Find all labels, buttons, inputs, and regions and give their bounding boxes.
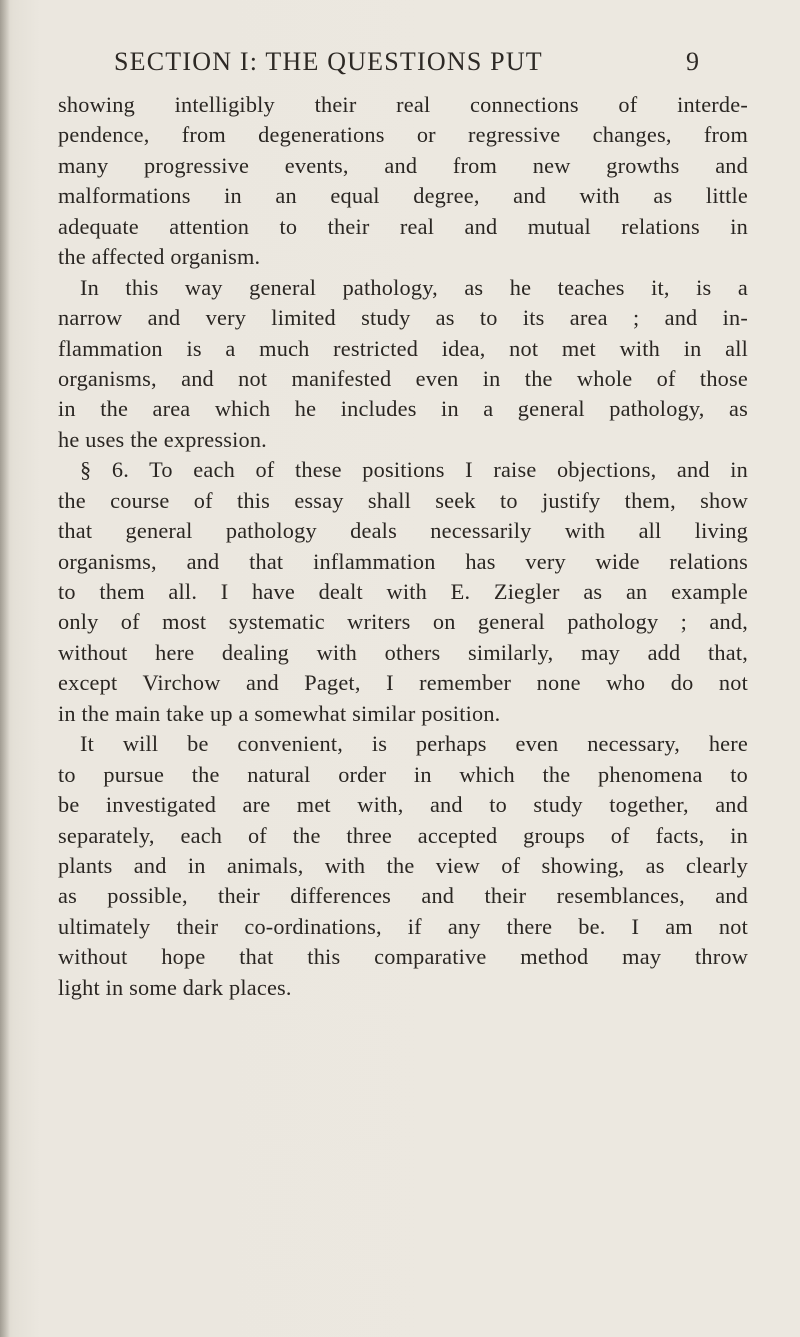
text-line: narrow and very limited study as to its area ; and in-	[58, 305, 748, 331]
text-line: light in some dark places.	[58, 974, 292, 1000]
text-line: It will be convenient, is perhaps even necessary, here	[80, 731, 748, 757]
text-line: without here dealing with others similarly, may add that,	[58, 639, 748, 665]
text-line: many progressive events, and from new growths and	[58, 152, 748, 178]
text-line: ultimately their co-ordinations, if any there be. I am not	[58, 913, 748, 939]
text-line: § 6. To each of these positions I raise objections, and in	[80, 457, 748, 483]
body-text	[58, 90, 748, 1003]
text-line: in the area which he includes in a general pathology, as	[58, 396, 748, 422]
text-line: only of most systematic writers on general pathology ; and,	[58, 609, 748, 635]
text-line: except Virchow and Paget, I remember none who do not	[58, 670, 748, 696]
text-line: In this way general pathology, as he teaches it, is a	[80, 274, 748, 300]
text-line: without hope that this comparative method may throw	[58, 944, 748, 970]
text-line: plants and in animals, with the view of showing, as clearly	[58, 852, 748, 878]
text-line: showing intelligibly their real connections of interde-	[58, 92, 748, 117]
running-header-title: SECTION I: THE QUESTIONS PUT	[114, 47, 543, 76]
text-line: he uses the expression.	[58, 426, 267, 452]
text-line: pendence, from degenerations or regressive changes, from	[58, 122, 748, 148]
text-line: that general pathology deals necessarily with all living	[58, 518, 748, 544]
text-line: as possible, their differences and their resemblances, and	[58, 883, 748, 909]
page-gutter-shadow	[0, 0, 10, 1337]
text-line: separately, each of the three accepted groups of facts, in	[58, 822, 748, 848]
page-number: 9	[686, 47, 701, 76]
text-line: adequate attention to their real and mutual relations in	[58, 213, 748, 239]
text-line: to them all. I have dealt with E. Ziegler as an example	[58, 579, 748, 604]
text-line: organisms, and not manifested even in the whole of those	[58, 365, 748, 391]
text-line: organisms, and that inflammation has very wide relations	[58, 548, 748, 574]
text-line: the affected organism.	[58, 244, 261, 270]
text-line: in the main take up a somewhat similar position.	[58, 700, 501, 726]
text-line: malformations in an equal degree, and with as little	[58, 183, 748, 209]
text-line: be investigated are met with, and to study together, and	[58, 792, 748, 818]
text-line: to pursue the natural order in which the phenomena to	[58, 761, 748, 787]
text-line: the course of this essay shall seek to justify them, show	[58, 487, 748, 513]
text-line: flammation is a much restricted idea, not met with in all	[58, 335, 748, 361]
running-header	[114, 44, 714, 80]
